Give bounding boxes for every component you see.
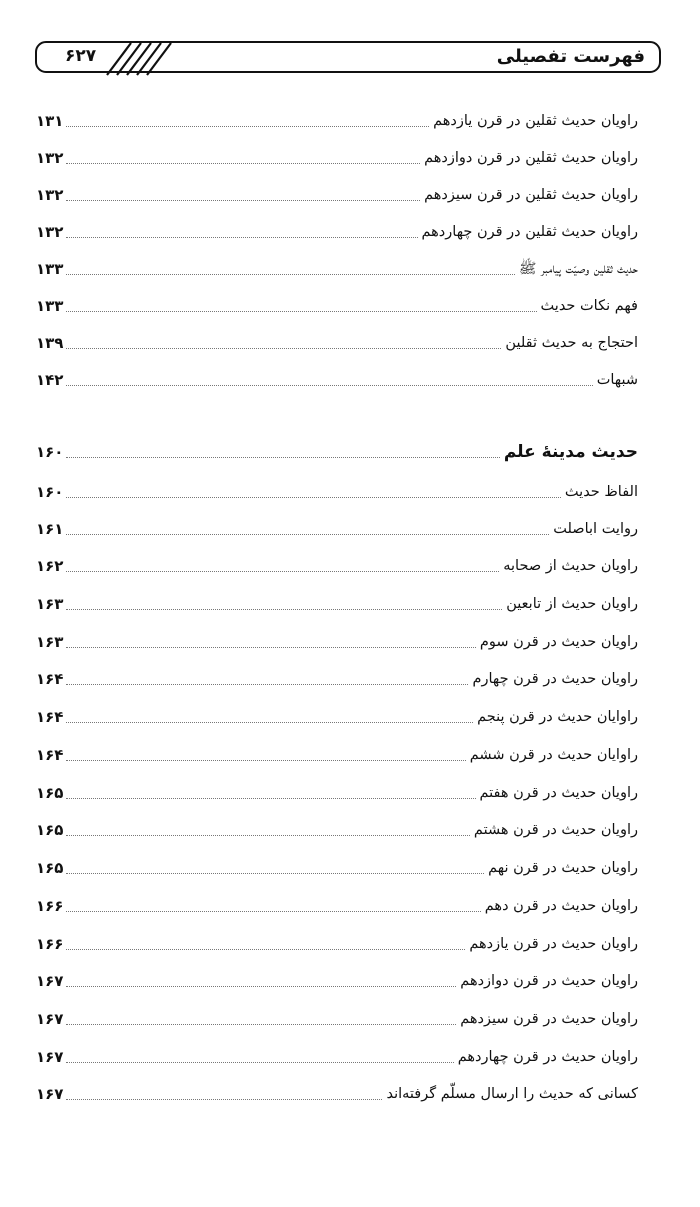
dot-leader (66, 348, 501, 349)
toc-entry-title: فهم نکات حدیث (540, 298, 638, 314)
toc-entry[interactable] (36, 515, 638, 539)
dot-leader (66, 571, 499, 572)
toc-entry[interactable] (36, 218, 638, 242)
toc-entry-title: راویان حدیث ثقلین در قرن یازدهم (433, 113, 638, 129)
toc-entry-title: شبهات (596, 372, 638, 388)
toc-entry[interactable] (36, 366, 638, 390)
toc-entry-title: راوایان حدیث در قرن ششم (469, 747, 638, 763)
toc-entry-title: راویان حدیث در قرن دهم (484, 898, 638, 914)
toc-entry[interactable] (36, 967, 638, 991)
dot-leader (66, 497, 561, 498)
toc-entry-page: ۱۶۷ (36, 1010, 64, 1028)
toc-entry[interactable] (36, 741, 638, 765)
page-title: فهرست تفصیلی (496, 46, 645, 67)
dot-leader (66, 911, 481, 912)
toc-entry-page: ۱۶۷ (36, 1085, 64, 1103)
toc-entry-title: راویان حدیث در قرن نهم (488, 860, 638, 876)
dot-leader (66, 609, 502, 610)
dot-leader (66, 1024, 456, 1025)
toc-entry-title: راویان حدیث در قرن یازدهم (469, 936, 638, 952)
toc-entry-page: ۱۳۲ (36, 223, 64, 241)
toc-entry-page: ۱۳۲ (36, 186, 64, 204)
toc-entry-page: ۱۳۱ (36, 112, 64, 130)
toc-entry-title: راویان حدیث از تابعین (506, 596, 638, 612)
toc-entry-page: ۱۶۲ (36, 557, 64, 575)
dot-leader (66, 163, 420, 164)
toc-entry[interactable] (36, 1005, 638, 1029)
toc-entry[interactable] (36, 255, 638, 279)
toc-entry[interactable] (36, 1080, 638, 1104)
toc-entry[interactable] (36, 144, 638, 168)
toc-entry-title: راویان حدیث در قرن چهارم (472, 671, 638, 687)
dot-leader (66, 274, 515, 275)
toc-entry-page: ۱۶۵ (36, 784, 64, 802)
toc-entry[interactable] (36, 329, 638, 353)
toc-entry[interactable] (36, 779, 638, 803)
toc-entry-page: ۱۶۷ (36, 1048, 64, 1066)
toc-entry-title: راوایان حدیث در قرن پنجم (477, 709, 638, 725)
dot-leader (66, 534, 549, 535)
toc-entry[interactable] (36, 1043, 638, 1067)
dot-leader (66, 835, 470, 836)
toc-entry-page: ۱۶۱ (36, 520, 64, 538)
toc-entry[interactable] (36, 292, 638, 316)
toc-entry-page: ۱۳۳ (36, 260, 64, 278)
toc-entry-title: کسانی که حدیث را ارسال مسلّم گرفته‌اند (386, 1086, 638, 1102)
toc-entry-title: راویان حدیث در قرن چهاردهم (457, 1049, 638, 1065)
toc-entry-page: ۱۴۲ (36, 371, 64, 389)
toc-entry-title: حدیث ثقلین وصیّت پیامبر ﷺ (518, 261, 638, 277)
toc-entry[interactable] (36, 181, 638, 205)
toc-entry-title: راویان حدیث در قرن سیزدهم (460, 1011, 638, 1027)
dot-leader (66, 1062, 454, 1063)
toc-entry-page: ۱۶۴ (36, 746, 64, 764)
toc-entry-title: راویان حدیث در قرن دوازدهم (460, 973, 638, 989)
dot-leader (66, 200, 420, 201)
dot-leader (66, 873, 484, 874)
toc-entry-title: راویان حدیث در قرن هفتم (479, 785, 638, 801)
dot-leader (66, 684, 468, 685)
toc-entry-page: ۱۶۰ (36, 483, 64, 501)
toc-entry-title: راویان حدیث در قرن سوم (479, 634, 638, 650)
dot-leader (66, 949, 465, 950)
dot-leader (66, 722, 473, 723)
toc-section-heading[interactable] (36, 438, 638, 462)
toc-entry[interactable] (36, 628, 638, 652)
toc-entry-title: راویان حدیث ثقلین در قرن سیزدهم (424, 187, 638, 203)
toc-entry-page: ۱۶۵ (36, 859, 64, 877)
toc-entry-page: ۱۶۳ (36, 633, 64, 651)
toc-entry[interactable] (36, 703, 638, 727)
toc-entry-page: ۱۶۶ (36, 935, 64, 953)
toc-entry-title: راویان حدیث ثقلین در قرن دوازدهم (424, 150, 638, 166)
toc-entry[interactable] (36, 854, 638, 878)
toc-entry-page: ۱۶۶ (36, 897, 64, 915)
dot-leader (66, 385, 593, 386)
toc-entry-page: ۱۶۳ (36, 595, 64, 613)
dot-leader (66, 457, 500, 458)
page-number: ۶۲۷ (65, 46, 97, 66)
toc-entry[interactable] (36, 107, 638, 131)
section-title: حدیث مدینهٔ علم (503, 442, 638, 462)
toc-entry[interactable] (36, 665, 638, 689)
dot-leader (66, 1099, 382, 1100)
toc-entry-title: الفاظ حدیث (564, 484, 638, 500)
toc-entry-title: روایت اباصلت (553, 521, 638, 537)
toc-entry[interactable] (36, 930, 638, 954)
toc-entry-page: ۱۳۹ (36, 334, 64, 352)
toc-entry-page: ۱۳۲ (36, 149, 64, 167)
toc-entry-title: راویان حدیث در قرن هشتم (473, 822, 638, 838)
dot-leader (66, 647, 476, 648)
dot-leader (66, 126, 429, 127)
toc-entry-title: راویان حدیث از صحابه (503, 558, 638, 574)
dot-leader (66, 760, 466, 761)
toc-entry[interactable] (36, 892, 638, 916)
toc-entry-title: احتجاج به حدیث ثقلین (505, 335, 638, 351)
toc-entry-title: راویان حدیث ثقلین در قرن چهاردهم (421, 224, 638, 240)
dot-leader (66, 986, 456, 987)
toc-entry-page: ۱۶۵ (36, 821, 64, 839)
toc-entry[interactable] (36, 552, 638, 576)
toc-entry[interactable] (36, 478, 638, 502)
section-page: ۱۶۰ (36, 443, 64, 461)
toc-entry[interactable] (36, 816, 638, 840)
toc-entry-page: ۱۶۷ (36, 972, 64, 990)
dot-leader (66, 311, 537, 312)
toc-entry-page: ۱۳۳ (36, 297, 64, 315)
toc-entry-page: ۱۶۴ (36, 670, 64, 688)
toc-entry[interactable] (36, 590, 638, 614)
decorative-slashes-icon (105, 40, 175, 78)
dot-leader (66, 237, 418, 238)
dot-leader (66, 798, 476, 799)
toc-entry-page: ۱۶۴ (36, 708, 64, 726)
page-header (35, 41, 661, 73)
